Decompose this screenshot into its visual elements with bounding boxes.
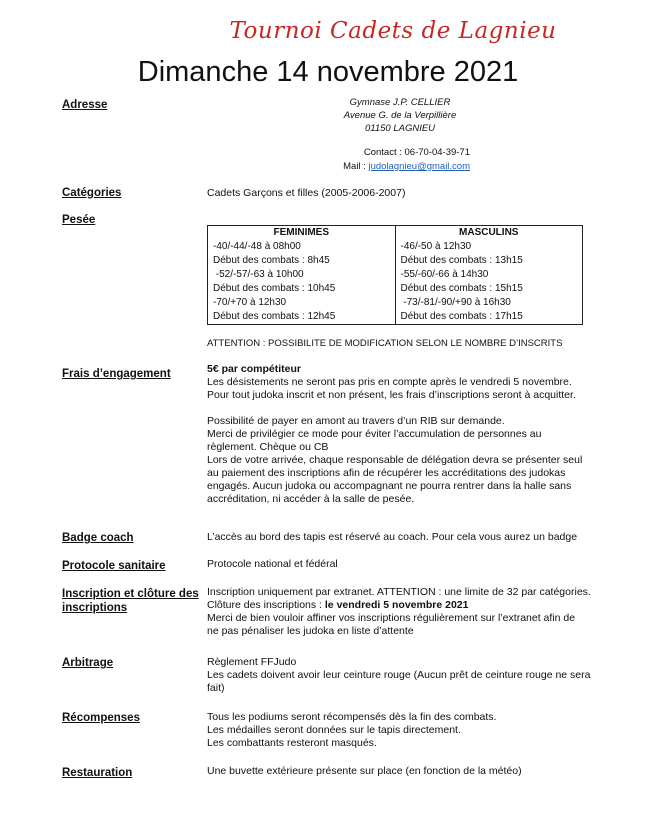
inscription-text-line: ne pas pénaliser les judoka en liste d’attente [207, 625, 414, 637]
table-cell: Début des combats : 13h15 [395, 254, 583, 268]
table-cell: -52/-57/-63 à 10h00 [208, 268, 396, 282]
table-cell: Début des combats : 17h15 [395, 310, 583, 325]
header-masculins: MASCULINS [395, 226, 583, 241]
frais-text-line: Pour tout judoka inscrit et non présent, les frais d’inscriptions seront à acquitter. [207, 389, 576, 401]
frais-content [207, 363, 597, 506]
pesee-table [207, 225, 583, 325]
table-cell: -40/-44/-48 à 08h00 [208, 240, 396, 254]
arbitrage-content [207, 656, 597, 695]
protocole-label: Protocole sanitaire [62, 560, 166, 572]
mail-prefix: Mail : [343, 161, 369, 172]
recompenses-content [207, 711, 597, 750]
contact-phone: Contact : 06-70-04-39-71 [363, 147, 470, 158]
table-cell: Début des combats : 8h45 [208, 254, 396, 268]
deadline-date: le vendredi 5 novembre 2021 [324, 599, 469, 611]
frais-text-line: Les désistements ne seront pas pris en compte après le vendredi 5 novembre. [207, 376, 572, 388]
spacer [207, 402, 597, 415]
inscription-text-line: Merci de bien vouloir affiner vos inscriptions régulièrement sur l’extranet afin de [207, 612, 576, 624]
inscription-label [62, 587, 202, 615]
frais-label [62, 367, 202, 381]
inscription-text-line: Inscription uniquement par extranet. ATTENTION : une limite de 32 par catégories. [207, 586, 591, 598]
table-row [208, 254, 583, 268]
inscription-deadline-line [207, 599, 597, 612]
restauration-label: Restauration [62, 767, 133, 779]
pesee-attention-note: ATTENTION : POSSIBILITE DE MODIFICATION SELON LE NOMBRE D’INSCRITS [207, 338, 563, 349]
table-cell: -46/-50 à 12h30 [395, 240, 583, 254]
inscription-content [207, 586, 597, 638]
frais-label-part1: Frais [62, 368, 90, 380]
badge-label: Badge coach [62, 532, 134, 544]
mail-link[interactable]: judolagnieu@gmail.com [368, 161, 470, 172]
inscription-label-line2: inscriptions [62, 602, 128, 614]
recompenses-text-line: Les combattants resteront masqués. [207, 737, 377, 749]
contact-block [300, 146, 470, 174]
tournament-title: Tournoi Cadets de Lagnieu [229, 18, 557, 44]
inscription-label-line1: Inscription et clôture des [62, 588, 199, 600]
table-row [208, 282, 583, 296]
arbitrage-text-line: Les cadets doivent avoir leur ceinture rouge (Aucun prêt de ceinture rouge ne sera [207, 669, 591, 681]
table-row [208, 296, 583, 310]
frais-label-part2: d’engagement [92, 368, 171, 380]
recompenses-label: Récompenses [62, 712, 140, 724]
adresse-label: Adresse [62, 99, 108, 111]
table-row [208, 268, 583, 282]
arbitrage-text-line: fait) [207, 682, 225, 694]
table-cell: Début des combats : 12h45 [208, 310, 396, 325]
badge-text: L’accès au bord des tapis est réservé au coach. Pour cela vous aurez un badge [207, 531, 578, 543]
table-cell: Début des combats : 15h15 [395, 282, 583, 296]
frais-text-line: Lors de votre arrivée, chaque responsable de délégation devra se présenter seul [207, 454, 583, 466]
address-line: Gymnase J.P. CELLIER [349, 97, 451, 108]
event-date-title: Dimanche 14 novembre 2021 [137, 56, 519, 88]
frais-text-line: Merci de privilégier ce mode pour éviter l’accumulation de personnes au [207, 428, 542, 440]
table-cell: -73/-81/-90/+90 à 16h30 [395, 296, 583, 310]
recompenses-text-line: Les médailles seront données sur le tapis directement. [207, 724, 461, 736]
pesee-label: Pesée [62, 214, 96, 226]
categories-label: Catégories [62, 187, 122, 199]
frais-text-line: accréditation, ni accéder à la salle de pesée. [207, 493, 415, 505]
arbitrage-label: Arbitrage [62, 657, 114, 669]
table-cell: -55/-60/-66 à 14h30 [395, 268, 583, 282]
price-line: 5€ par compétiteur [207, 363, 301, 375]
table-cell: -70/+70 à 12h30 [208, 296, 396, 310]
table-cell: Début des combats : 10h45 [208, 282, 396, 296]
frais-text-line: au paiement des inscriptions afin de récupérer les accréditations des judokas [207, 467, 566, 479]
address-block [300, 96, 500, 135]
contact-mail-line [300, 160, 470, 174]
table-row [208, 310, 583, 325]
arbitrage-text-line: Règlement FFJudo [207, 656, 297, 668]
frais-text-line: engagés. Aucun judoka ou accompagnant ne pourra rentrer dans la halle sans [207, 480, 572, 492]
address-line: Avenue G. de la Verpillière [343, 110, 457, 121]
frais-text-line: règlement. Chèque ou CB [207, 441, 329, 453]
frais-text-line: Possibilité de payer en amont au travers d’un RIB sur demande. [207, 415, 505, 427]
header-feminines: FEMINIMES [208, 226, 396, 241]
pesee-header-row [208, 226, 583, 241]
deadline-prefix: Clôture des inscriptions : [207, 599, 325, 611]
protocole-text: Protocole national et fédéral [207, 558, 338, 570]
recompenses-text-line: Tous les podiums seront récompensés dès la fin des combats. [207, 711, 497, 723]
categories-text: Cadets Garçons et filles (2005-2006-2007) [207, 187, 406, 199]
restauration-text: Une buvette extérieure présente sur place (en fonction de la météo) [207, 765, 522, 777]
address-line: 01150 LAGNIEU [364, 123, 436, 134]
table-row [208, 240, 583, 254]
